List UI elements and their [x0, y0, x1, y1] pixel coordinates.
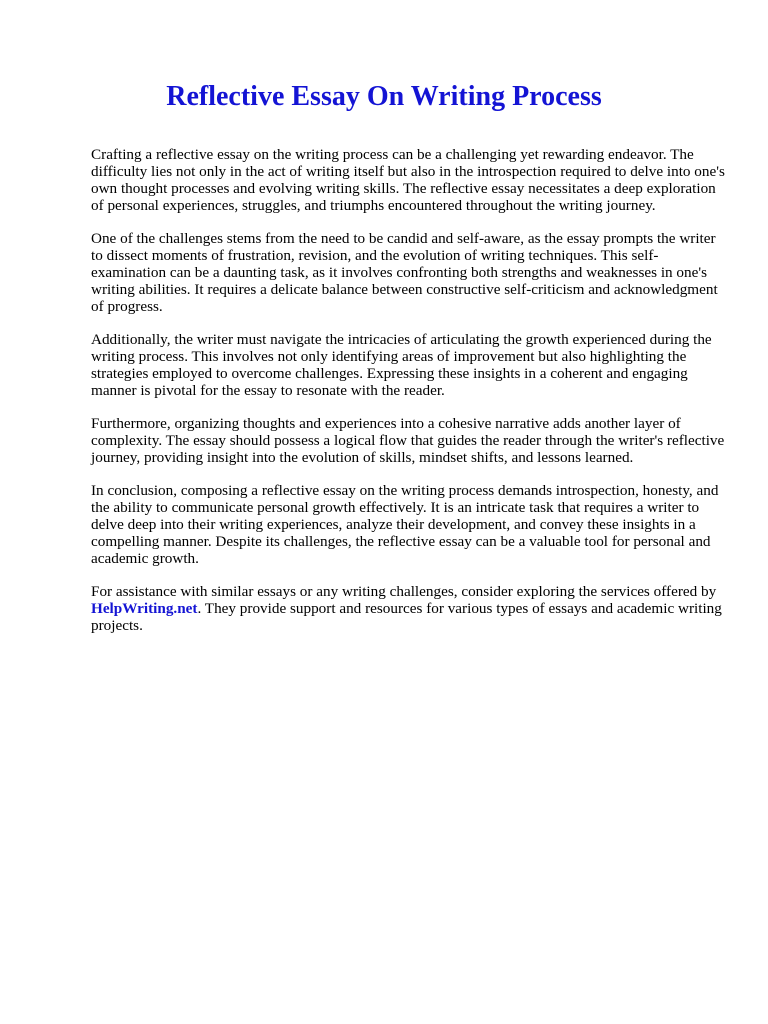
document-body [91, 146, 731, 650]
paragraph-conclusion: In conclusion, composing a reflective essay on the writing process demands introspection, honesty, and the ability to communicate personal growth effectively. It is an intricate task that requires a writer to delve deep into their writing experiences, analyze their development, and convey these insights in a compelling manner. Despite its challenges, the reflective essay can be a valuable tool for personal and academic growth. [91, 482, 719, 567]
paragraph-challenges: One of the challenges stems from the need to be candid and self-aware, as the essay prompts the writer to dissect moments of frustration, revision, and the evolution of writing techniques. This self-examination can be a daunting task, as it involves confronting both strengths and weaknesses in one's writing abilities. It requires a delicate balance between constructive self-criticism and acknowledgment of progress. [91, 230, 718, 315]
paragraph-closing [91, 583, 731, 634]
closing-text-after-link: . They provide support and resources for various types of essays and academic writing projects. [91, 600, 722, 634]
closing-text-before-link: For assistance with similar essays or any writing challenges, consider exploring the services offered by [91, 583, 717, 600]
document-title: Reflective Essay On Writing Process [166, 81, 602, 112]
paragraph-intro: Crafting a reflective essay on the writing process can be a challenging yet rewarding endeavor. The difficulty lies not only in the act of writing itself but also in the introspection required to delve into one's own thought processes and evolving writing skills. The reflective essay necessitates a deep exploration of personal experiences, struggles, and triumphs encountered throughout the writing journey. [91, 146, 725, 214]
paragraph-growth: Additionally, the writer must navigate the intricacies of articulating the growth experienced during the writing process. This involves not only identifying areas of improvement but also highlighting the strategies employed to overcome challenges. Expressing these insights in a coherent and engaging manner is pivotal for the essay to resonate with the reader. [91, 331, 712, 399]
helpwriting-link[interactable]: HelpWriting.net [91, 600, 198, 617]
paragraph-organization: Furthermore, organizing thoughts and experiences into a cohesive narrative adds another layer of complexity. The essay should possess a logical flow that guides the reader through the writer's reflective journey, providing insight into the evolution of skills, mindset shifts, and lessons learned. [91, 415, 725, 466]
